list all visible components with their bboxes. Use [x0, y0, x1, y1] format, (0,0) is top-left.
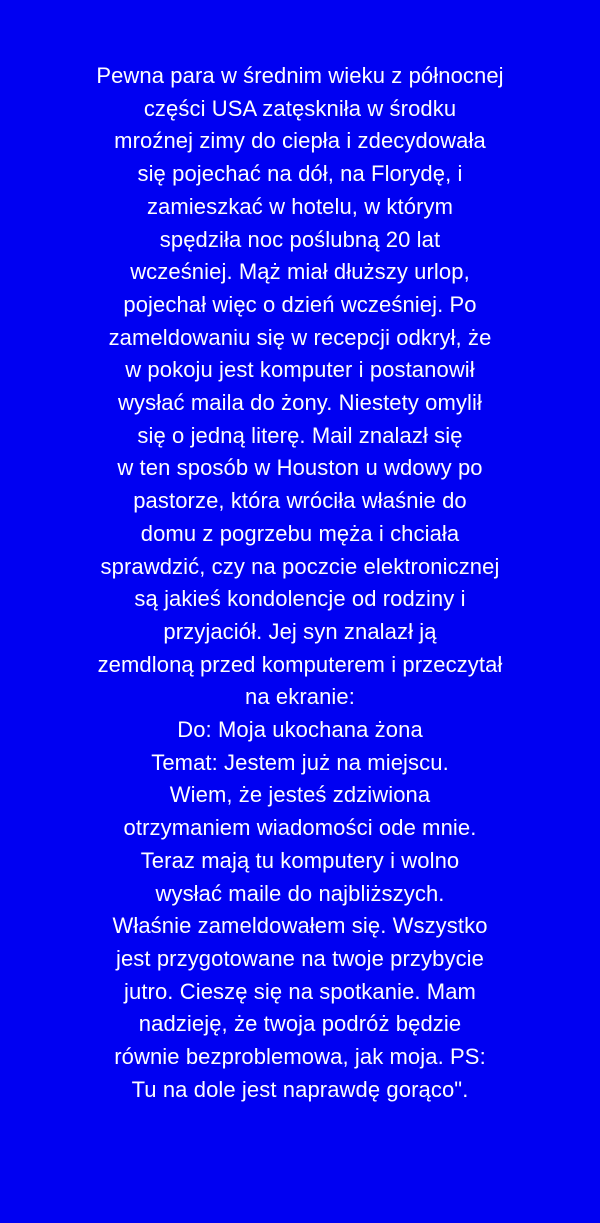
- email-body-line: równie bezproblemowa, jak moja. PS:: [114, 1044, 486, 1070]
- story-line: wcześniej. Mąż miał dłuższy urlop,: [130, 259, 470, 285]
- email-body-line: jest przygotowane na twoje przybycie: [115, 945, 484, 971]
- story-line: domu z pogrzebu męża i chciała: [140, 520, 460, 546]
- story-line: zemdloną przed komputerem i przeczytał: [97, 651, 503, 677]
- story-line: pojechał więc o dzień wcześniej. Po: [123, 291, 477, 317]
- story-line: spędziła noc poślubną 20 lat: [159, 226, 441, 252]
- story-line: części USA zatęskniła w środku: [143, 95, 457, 121]
- story-line: Pewna para w średnim wieku z północnej: [96, 63, 504, 88]
- story-line: są jakieś kondolencje od rodziny i: [134, 586, 466, 612]
- email-body-line: Właśnie zameldowałem się. Wszystko: [112, 913, 488, 939]
- email-body-line: Tu na dole jest naprawdę gorąco".: [131, 1076, 469, 1102]
- story-line: przyjaciół. Jej syn znalazł ją: [163, 618, 437, 644]
- story-line: się pojechać na dół, na Florydę, i: [137, 161, 463, 187]
- story-line: wysłać maila do żony. Niestety omylił: [118, 390, 482, 416]
- story-line: zamieszkać w hotelu, w którym: [146, 193, 454, 219]
- story-line: na ekranie:: [245, 684, 355, 710]
- story-line: zameldowaniu się w recepcji odkrył, że: [108, 324, 492, 350]
- story-text: [0, 60, 600, 1107]
- story-line: pastorze, która wróciła właśnie do: [133, 488, 467, 514]
- email-body-line: Wiem, że jesteś zdziwiona: [169, 782, 431, 808]
- story-line: się o jedną literę. Mail znalazł się: [137, 422, 463, 448]
- story-line: w ten sposób w Houston u wdowy po: [117, 455, 483, 481]
- story-line: sprawdzić, czy na poczcie elektronicznej: [100, 553, 500, 579]
- story-line: mroźnej zimy do ciepła i zdecydowała: [114, 128, 486, 154]
- email-subject-line: Temat: Jestem już na miejscu.: [151, 749, 449, 775]
- email-body-line: wysłać maile do najbliższych.: [155, 880, 445, 906]
- email-body-line: jutro. Cieszę się na spotkanie. Mam: [124, 978, 476, 1004]
- email-body-line: Teraz mają tu komputery i wolno: [140, 847, 460, 873]
- email-body-line: nadzieję, że twoja podróż będzie: [138, 1011, 462, 1037]
- email-to-line: Do: Moja ukochana żona: [177, 717, 423, 743]
- story-line: w pokoju jest komputer i postanowił: [125, 357, 475, 383]
- email-body-line: otrzymaniem wiadomości ode mnie.: [123, 815, 477, 841]
